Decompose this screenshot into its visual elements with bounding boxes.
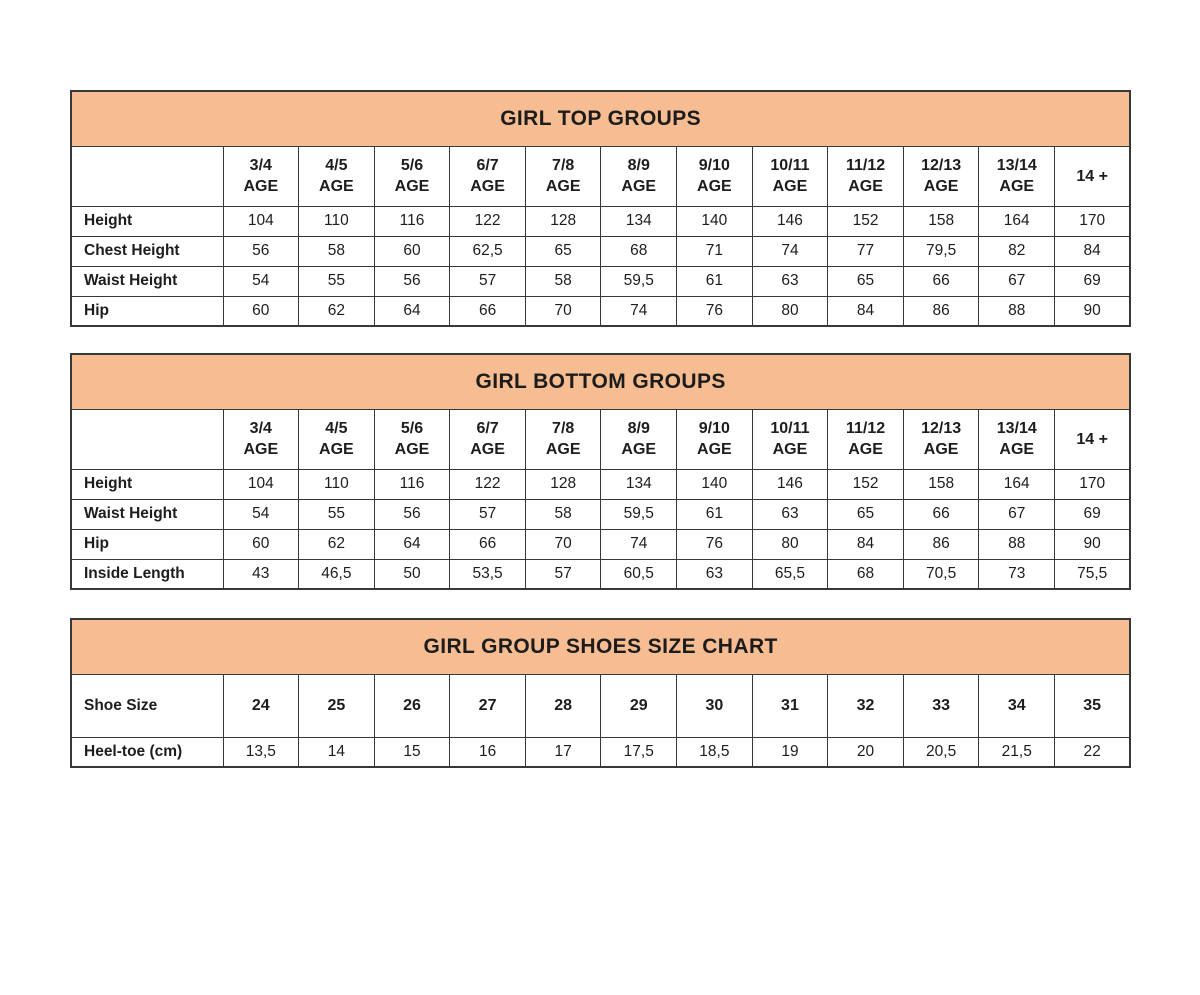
value-cell: 73 [979, 559, 1055, 589]
value-cell: 134 [601, 469, 677, 499]
value-cell: 62 [299, 296, 375, 326]
age-word-text: AGE [545, 178, 581, 195]
age-word-text: AGE [394, 178, 430, 195]
value-cell: 20 [828, 737, 904, 767]
value-cell: 30 [677, 674, 753, 737]
value-cell: 53,5 [450, 559, 526, 589]
value-cell: 69 [1055, 266, 1131, 296]
age-column-header [299, 409, 375, 469]
value-cell: 122 [450, 469, 526, 499]
value-cell: 84 [828, 529, 904, 559]
value-cell: 61 [677, 266, 753, 296]
age-column-header [299, 146, 375, 206]
age-range-text: 14 + [1076, 167, 1108, 185]
table-row [71, 266, 1130, 296]
age-column-header [223, 146, 299, 206]
value-cell: 60 [223, 529, 299, 559]
value-cell: 74 [601, 529, 677, 559]
row-label: Hip [71, 296, 223, 326]
value-cell: 116 [374, 469, 450, 499]
value-cell: 13,5 [223, 737, 299, 767]
value-cell: 90 [1055, 529, 1131, 559]
table-row [71, 236, 1130, 266]
value-cell: 14 [299, 737, 375, 767]
value-cell: 66 [903, 499, 979, 529]
value-cell: 35 [1055, 674, 1131, 737]
value-cell: 146 [752, 206, 828, 236]
size-chart-page [0, 90, 1200, 995]
age-column-header [828, 146, 904, 206]
table-row [71, 674, 1130, 737]
table-title: GIRL BOTTOM GROUPS [71, 354, 1130, 409]
table-row [71, 469, 1130, 499]
age-word-text: AGE [697, 441, 732, 458]
age-column-header [525, 146, 601, 206]
value-cell: 31 [752, 674, 828, 737]
age-column-header [752, 146, 828, 206]
value-cell: 90 [1055, 296, 1131, 326]
value-cell: 25 [299, 674, 375, 737]
age-word-text: AGE [848, 441, 883, 458]
value-cell: 86 [903, 529, 979, 559]
value-cell: 66 [450, 529, 526, 559]
age-word-text: AGE [394, 441, 430, 458]
value-cell: 128 [525, 469, 601, 499]
age-column-header [903, 146, 979, 206]
value-cell: 67 [979, 499, 1055, 529]
value-cell: 60,5 [601, 559, 677, 589]
row-label: Hip [71, 529, 223, 559]
value-cell: 63 [752, 499, 828, 529]
age-word-text: AGE [319, 178, 354, 195]
row-label: Waist Height [71, 266, 223, 296]
value-cell: 56 [374, 266, 450, 296]
age-word-text: AGE [999, 178, 1035, 195]
age-range-text: 7/8 [552, 420, 575, 437]
age-column-header [1055, 146, 1131, 206]
age-word-text: AGE [243, 178, 279, 195]
row-label: Waist Height [71, 499, 223, 529]
age-column-header [450, 146, 526, 206]
value-cell: 116 [374, 206, 450, 236]
age-column-header [677, 146, 753, 206]
row-label: Height [71, 469, 223, 499]
girl-bottom-groups-table [70, 353, 1131, 590]
value-cell: 158 [903, 206, 979, 236]
value-cell: 43 [223, 559, 299, 589]
table-row [71, 559, 1130, 589]
value-cell: 58 [299, 236, 375, 266]
table-row [71, 206, 1130, 236]
age-column-header [828, 409, 904, 469]
age-word-text: AGE [848, 178, 883, 195]
age-range-text: 6/7 [476, 420, 499, 437]
value-cell: 58 [525, 499, 601, 529]
value-cell: 69 [1055, 499, 1131, 529]
value-cell: 158 [903, 469, 979, 499]
age-range-text: 9/10 [698, 157, 730, 174]
age-word-text: AGE [772, 178, 808, 195]
age-word-text: AGE [923, 178, 959, 195]
age-word-text: AGE [621, 178, 657, 195]
value-cell: 32 [828, 674, 904, 737]
value-cell: 28 [525, 674, 601, 737]
value-cell: 88 [979, 296, 1055, 326]
value-cell: 74 [752, 236, 828, 266]
value-cell: 140 [677, 206, 753, 236]
age-word-text: AGE [243, 441, 279, 458]
value-cell: 70 [525, 529, 601, 559]
age-column-header [601, 146, 677, 206]
value-cell: 77 [828, 236, 904, 266]
value-cell: 152 [828, 206, 904, 236]
value-cell: 61 [677, 499, 753, 529]
age-column-header [1055, 409, 1131, 469]
value-cell: 62 [299, 529, 375, 559]
age-range-text: 11/12 [845, 157, 886, 174]
value-cell: 164 [979, 469, 1055, 499]
value-cell: 80 [752, 529, 828, 559]
value-cell: 68 [601, 236, 677, 266]
value-cell: 80 [752, 296, 828, 326]
value-cell: 74 [601, 296, 677, 326]
value-cell: 104 [223, 206, 299, 236]
value-cell: 122 [450, 206, 526, 236]
age-range-text: 4/5 [325, 157, 348, 174]
value-cell: 76 [677, 529, 753, 559]
value-cell: 170 [1055, 206, 1131, 236]
value-cell: 55 [299, 499, 375, 529]
girl-top-groups-table [70, 90, 1131, 327]
value-cell: 66 [903, 266, 979, 296]
age-column-header [374, 409, 450, 469]
value-cell: 110 [299, 206, 375, 236]
age-word-text: AGE [923, 441, 959, 458]
age-column-header [677, 409, 753, 469]
row-label: Chest Height [71, 236, 223, 266]
value-cell: 164 [979, 206, 1055, 236]
value-cell: 27 [450, 674, 526, 737]
value-cell: 152 [828, 469, 904, 499]
age-range-text: 8/9 [627, 157, 650, 174]
girl-group-shoes-size-chart-table [70, 618, 1131, 768]
value-cell: 65,5 [752, 559, 828, 589]
age-word-text: AGE [319, 441, 354, 458]
value-cell: 128 [525, 206, 601, 236]
age-range-text: 4/5 [325, 420, 348, 437]
value-cell: 26 [374, 674, 450, 737]
value-cell: 67 [979, 266, 1055, 296]
table-row [71, 296, 1130, 326]
corner-empty-cell [71, 409, 223, 469]
value-cell: 59,5 [601, 499, 677, 529]
value-cell: 86 [903, 296, 979, 326]
value-cell: 84 [828, 296, 904, 326]
value-cell: 54 [223, 499, 299, 529]
row-label: Heel-toe (cm) [71, 737, 223, 767]
row-label: Shoe Size [71, 674, 223, 737]
age-column-header [979, 409, 1055, 469]
value-cell: 110 [299, 469, 375, 499]
age-range-text: 12/13 [921, 420, 962, 437]
value-cell: 104 [223, 469, 299, 499]
age-word-text: AGE [772, 441, 808, 458]
value-cell: 76 [677, 296, 753, 326]
value-cell: 82 [979, 236, 1055, 266]
age-range-text: 10/11 [770, 420, 810, 437]
age-column-header [601, 409, 677, 469]
value-cell: 70,5 [903, 559, 979, 589]
value-cell: 24 [223, 674, 299, 737]
value-cell: 54 [223, 266, 299, 296]
value-cell: 79,5 [903, 236, 979, 266]
row-label: Inside Length [71, 559, 223, 589]
table-title: GIRL TOP GROUPS [71, 91, 1130, 146]
age-range-text: 7/8 [552, 157, 575, 174]
value-cell: 75,5 [1055, 559, 1131, 589]
age-column-header [374, 146, 450, 206]
value-cell: 56 [223, 236, 299, 266]
value-cell: 22 [1055, 737, 1131, 767]
age-word-text: AGE [470, 441, 505, 458]
value-cell: 16 [450, 737, 526, 767]
age-range-text: 3/4 [249, 420, 272, 437]
age-column-header [525, 409, 601, 469]
age-column-header [752, 409, 828, 469]
value-cell: 29 [601, 674, 677, 737]
value-cell: 18,5 [677, 737, 753, 767]
age-range-text: 13/14 [996, 157, 1037, 174]
value-cell: 65 [525, 236, 601, 266]
value-cell: 19 [752, 737, 828, 767]
value-cell: 63 [752, 266, 828, 296]
age-range-text: 14 + [1076, 430, 1108, 448]
age-range-text: 11/12 [845, 420, 886, 437]
value-cell: 46,5 [299, 559, 375, 589]
value-cell: 88 [979, 529, 1055, 559]
age-range-text: 5/6 [400, 157, 424, 174]
table-row [71, 529, 1130, 559]
age-range-text: 6/7 [476, 157, 499, 174]
table-title: GIRL GROUP SHOES SIZE CHART [71, 619, 1130, 674]
value-cell: 71 [677, 236, 753, 266]
value-cell: 17,5 [601, 737, 677, 767]
value-cell: 170 [1055, 469, 1131, 499]
value-cell: 34 [979, 674, 1055, 737]
value-cell: 60 [223, 296, 299, 326]
value-cell: 64 [374, 296, 450, 326]
value-cell: 20,5 [903, 737, 979, 767]
value-cell: 64 [374, 529, 450, 559]
age-word-text: AGE [545, 441, 581, 458]
age-range-text: 12/13 [921, 157, 962, 174]
corner-empty-cell [71, 146, 223, 206]
age-column-header [223, 409, 299, 469]
value-cell: 66 [450, 296, 526, 326]
value-cell: 65 [828, 499, 904, 529]
value-cell: 63 [677, 559, 753, 589]
value-cell: 68 [828, 559, 904, 589]
table-row [71, 737, 1130, 767]
age-range-text: 13/14 [996, 420, 1037, 437]
value-cell: 21,5 [979, 737, 1055, 767]
value-cell: 62,5 [450, 236, 526, 266]
value-cell: 56 [374, 499, 450, 529]
age-range-text: 3/4 [249, 157, 272, 174]
age-range-text: 10/11 [770, 157, 810, 174]
value-cell: 59,5 [601, 266, 677, 296]
age-word-text: AGE [697, 178, 732, 195]
value-cell: 134 [601, 206, 677, 236]
value-cell: 57 [450, 266, 526, 296]
value-cell: 33 [903, 674, 979, 737]
age-word-text: AGE [999, 441, 1035, 458]
value-cell: 146 [752, 469, 828, 499]
value-cell: 57 [525, 559, 601, 589]
age-column-header [903, 409, 979, 469]
table-row [71, 499, 1130, 529]
value-cell: 84 [1055, 236, 1131, 266]
value-cell: 17 [525, 737, 601, 767]
value-cell: 140 [677, 469, 753, 499]
age-column-header [450, 409, 526, 469]
value-cell: 57 [450, 499, 526, 529]
value-cell: 60 [374, 236, 450, 266]
age-range-text: 5/6 [400, 420, 424, 437]
age-range-text: 8/9 [627, 420, 650, 437]
value-cell: 55 [299, 266, 375, 296]
age-word-text: AGE [470, 178, 505, 195]
value-cell: 15 [374, 737, 450, 767]
value-cell: 65 [828, 266, 904, 296]
age-column-header [979, 146, 1055, 206]
value-cell: 58 [525, 266, 601, 296]
age-range-text: 9/10 [698, 420, 730, 437]
value-cell: 50 [374, 559, 450, 589]
value-cell: 70 [525, 296, 601, 326]
age-word-text: AGE [621, 441, 657, 458]
row-label: Height [71, 206, 223, 236]
